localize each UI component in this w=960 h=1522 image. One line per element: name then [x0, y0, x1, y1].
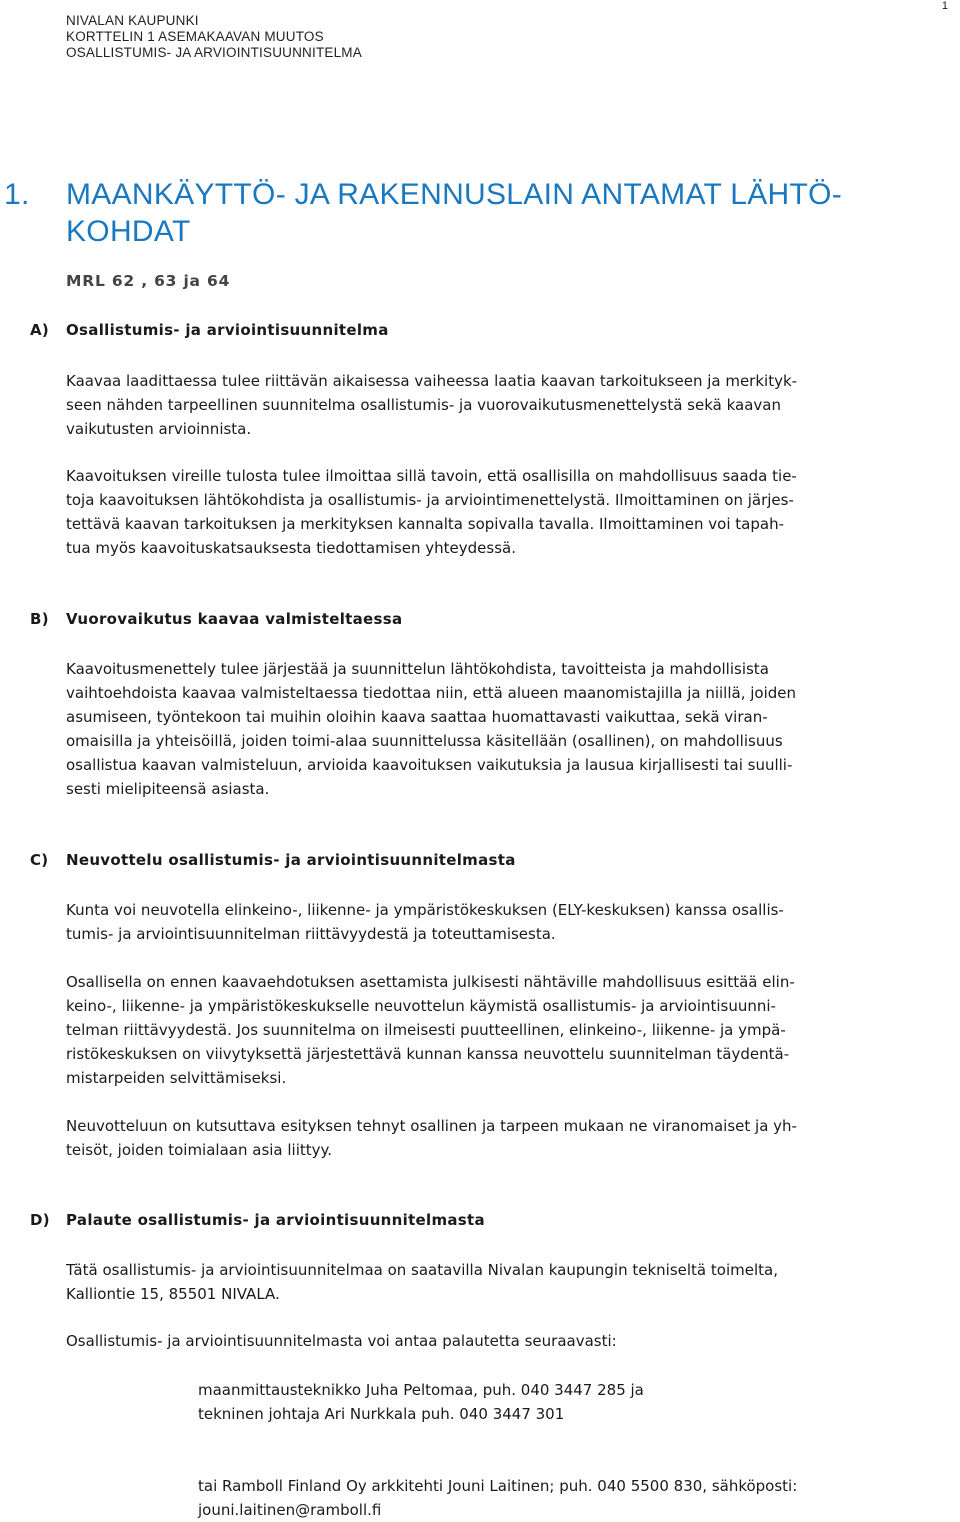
text-line: toja kaavoituksen lähtökohdista ja osallistumis- ja arviointimenettelystä. Ilmoittaminen on järjes- — [66, 491, 794, 509]
section-letter: A) — [30, 321, 50, 339]
chapter-number: 1. — [4, 178, 30, 211]
text-line: vaihtoehdoista kaavaa valmisteltaessa tiedottaa niin, että alueen maanomistajilla ja niillä, joiden — [66, 684, 796, 702]
paragraph — [66, 898, 946, 946]
text-line: Neuvotteluun on kutsuttava esityksen tehnyt osallinen ja tarpeen mukaan ne viranomaiset ja yh- — [66, 1117, 797, 1135]
section-title: Palaute osallistumis- ja arviointisuunnitelmasta — [66, 1211, 485, 1229]
chapter-title-line: MAANKÄYTTÖ- JA RAKENNUSLAIN ANTAMAT LÄHTÖ- — [66, 178, 843, 211]
text-line: Kunta voi neuvotella elinkeino-, liikenne- ja ympäristökeskuksen (ELY-keskuksen) kanssa osallis- — [66, 901, 784, 919]
contact-block — [198, 1474, 938, 1522]
text-line: tettävä kaavan tarkoituksen ja merkityksen kannalta sopivalla tavalla. Ilmoittaminen voi tapah- — [66, 515, 785, 533]
document-header — [66, 13, 362, 61]
text-line: teisöt, joiden toimialaan asia liittyy. — [66, 1141, 333, 1159]
contact-line: tekninen johtaja Ari Nurkkala puh. 040 3447 301 — [198, 1405, 565, 1423]
paragraph — [66, 657, 946, 801]
section-title: Osallistumis- ja arviointisuunnitelma — [66, 321, 389, 339]
text-line: Kaavoitusmenettely tulee järjestää ja suunnittelun lähtökohdista, tavoitteista ja mahdollisista — [66, 660, 769, 678]
section-letter: C) — [30, 851, 49, 869]
text-line: mistarpeiden selvittämiseksi. — [66, 1069, 287, 1087]
text-line: Kaavoituksen vireille tulosta tulee ilmoittaa sillä tavoin, että osallisilla on mahdollisuus saada tie- — [66, 467, 797, 485]
paragraph — [66, 1114, 946, 1162]
text-line: osallistua kaavan valmisteluun, arvioida kaavoituksen vaikutuksia ja lausua kirjallisesti tai suulli- — [66, 756, 793, 774]
contact-email[interactable]: jouni.laitinen@ramboll.fi — [198, 1501, 382, 1519]
text-line: vaikutusten arvioinnista. — [66, 420, 252, 438]
text-line: sesti mielipiteensä asiasta. — [66, 780, 270, 798]
header-line: KORTTELIN 1 ASEMAKAAVAN MUUTOS — [66, 29, 324, 44]
text-line: omaisilla ja yhteisöillä, joiden toimi-alaa suunnittelussa käsitellään (osallinen), on mahdollisuus — [66, 732, 783, 750]
chapter-title-line: KOHDAT — [66, 215, 191, 248]
law-reference: MRL 62 , 63 ja 64 — [66, 272, 231, 290]
text-line: tua myös kaavoituskatsauksesta tiedottamisen yhteydessä. — [66, 539, 516, 557]
contact-line: tai Ramboll Finland Oy arkkitehti Jouni Laitinen; puh. 040 5500 830, sähköposti: — [198, 1477, 798, 1495]
text-line: Osallisella on ennen kaavaehdotuksen asettamista julkisesti nähtäville mahdollisuus esittää elin- — [66, 973, 795, 991]
text-line: Osallistumis- ja arviointisuunnitelmasta voi antaa palautetta seuraavasti: — [66, 1332, 617, 1350]
text-line: asumiseen, työntekoon tai muihin oloihin kaava saattaa huomattavasti vaikuttaa, sekä viran- — [66, 708, 768, 726]
paragraph — [66, 970, 946, 1090]
text-line: keino-, liikenne- ja ympäristökeskukselle neuvottelun käymistä osallistumis- ja arviointisuunni- — [66, 997, 776, 1015]
paragraph — [66, 1258, 946, 1306]
paragraph — [66, 464, 946, 560]
text-line: Kalliontie 15, 85501 NIVALA. — [66, 1285, 280, 1303]
page-number: 1 — [941, 0, 948, 12]
contact-line: maanmittausteknikko Juha Peltomaa, puh. 040 3447 285 ja — [198, 1381, 644, 1399]
text-line: Tätä osallistumis- ja arviointisuunnitelmaa on saatavilla Nivalan kaupungin tekniseltä toimelta, — [66, 1261, 778, 1279]
chapter-title — [66, 176, 926, 250]
section-title: Neuvottelu osallistumis- ja arviointisuunnitelmasta — [66, 851, 516, 869]
paragraph — [66, 1329, 946, 1353]
text-line: Kaavaa laadittaessa tulee riittävän aikaisessa vaiheessa laatia kaavan tarkoitukseen ja merkityk- — [66, 372, 798, 390]
section-letter: D) — [30, 1211, 50, 1229]
text-line: seen nähden tarpeellinen suunnitelma osallistumis- ja vuorovaikutusmenettelystä sekä kaavan — [66, 396, 781, 414]
section-title: Vuorovaikutus kaavaa valmisteltaessa — [66, 610, 403, 628]
text-line: ristökeskuksen on viivytyksettä järjestettävä kunnan kanssa neuvottelu suunnitelman täydentä- — [66, 1045, 790, 1063]
text-line: tumis- ja arviointisuunnitelman riittävyydestä ja toteuttamisesta. — [66, 925, 556, 943]
paragraph — [66, 369, 946, 441]
section-letter: B) — [30, 610, 49, 628]
text-line: telman riittävyydestä. Jos suunnitelma on ilmeisesti puutteellinen, elinkeino-, liikenne- ja ympä- — [66, 1021, 786, 1039]
header-line: OSALLISTUMIS- JA ARVIOINTISUUNNITELMA — [66, 45, 362, 60]
contact-block — [198, 1378, 938, 1426]
header-line: NIVALAN KAUPUNKI — [66, 13, 199, 28]
